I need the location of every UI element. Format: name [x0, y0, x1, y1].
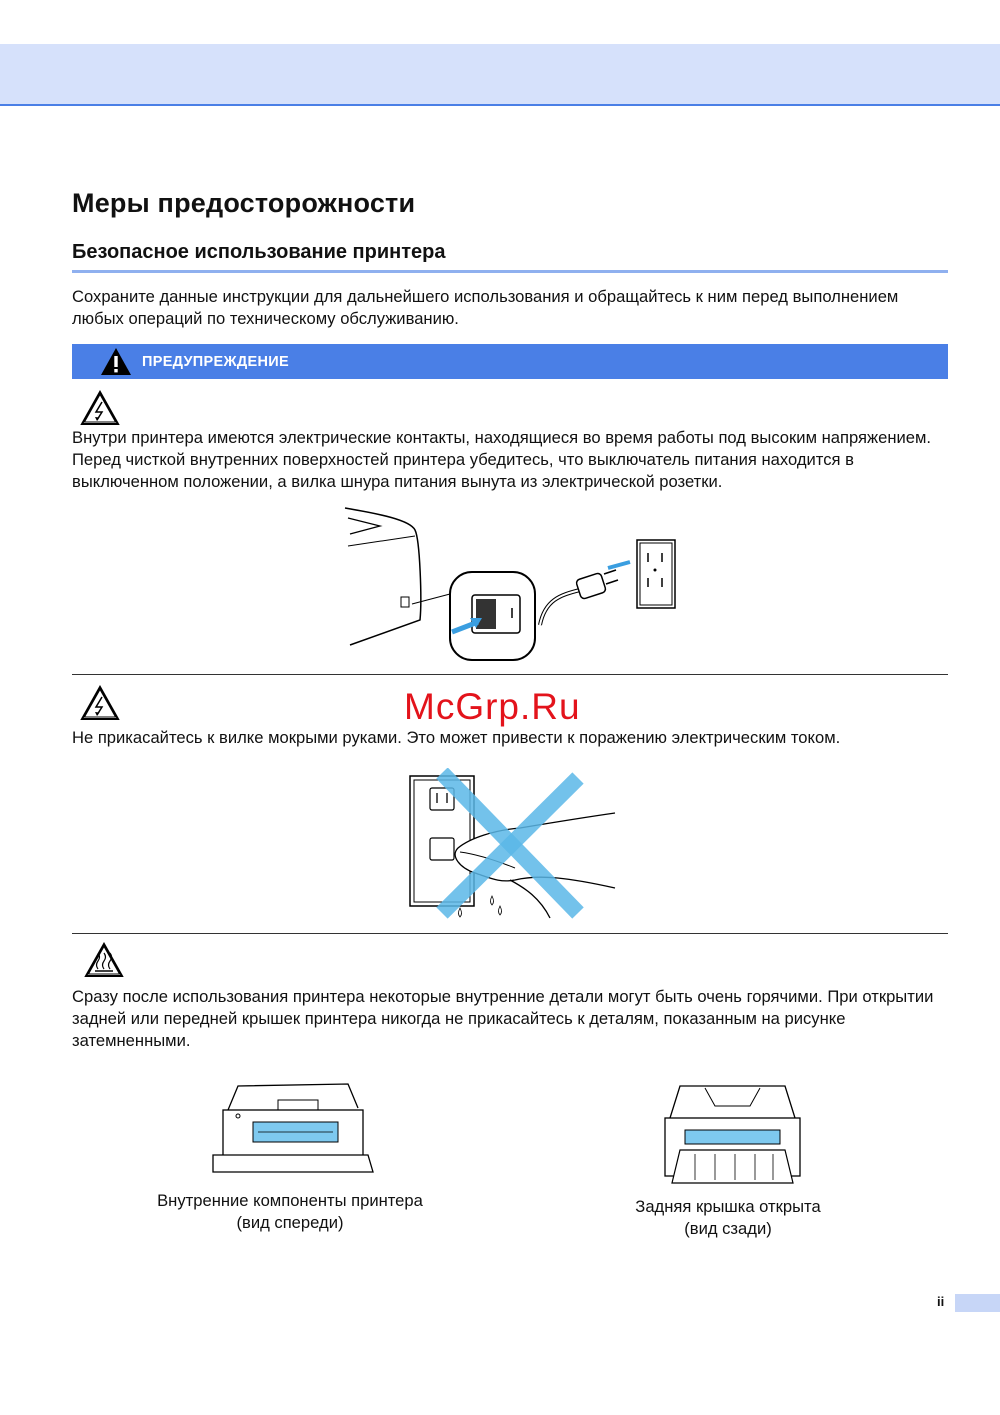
caption-front-line1: Внутренние компоненты принтера — [157, 1191, 423, 1210]
caption-back-line2: (вид сзади) — [684, 1219, 772, 1238]
warning-label: ПРЕДУПРЕЖДЕНИЕ — [142, 354, 289, 370]
section-title: Безопасное использование принтера — [72, 241, 446, 263]
divider — [72, 674, 948, 675]
warning2-text: Не прикасайтесь к вилке мокрыми руками. Это может привести к поражению электрическим током. — [72, 728, 841, 747]
wet-hand-illustration — [400, 768, 620, 923]
page-title: Меры предосторожности — [72, 188, 416, 218]
caption-back-line1: Задняя крышка открыта — [635, 1197, 821, 1216]
watermark: McGrp.Ru — [404, 686, 581, 727]
page-number: ii — [937, 1294, 945, 1309]
printer-front-illustration — [208, 1080, 378, 1180]
warning1-text: Внутри принтера имеются электрические контакты, находящиеся во время работы под высоким напряжением. Перед чисткой внутренних поверхностей принтера убедитесь, что выключатель питания находится в выключенном положении, а вилка шнура питания вынута из электрической розетки. — [72, 428, 932, 491]
caption-front — [140, 1190, 440, 1234]
intro-text: Сохраните данные инструкции для дальнейшего использования и обращайтесь к ним перед выполнением любых операций по техническому обслуживанию. — [72, 287, 899, 328]
power-switch-plug-illustration — [340, 500, 700, 665]
caption-back — [578, 1196, 878, 1240]
divider — [72, 933, 948, 934]
electric-shock-icon — [80, 390, 120, 426]
printer-back-illustration — [655, 1078, 810, 1188]
caption-front-line2: (вид спереди) — [236, 1213, 344, 1232]
page-tab — [955, 1294, 1000, 1312]
hot-surface-icon — [84, 942, 124, 978]
warning3-text: Сразу после использования принтера некоторые внутренние детали могут быть очень горячими. При открытии задней или передней крышек принтера никогда не прикасайтесь к деталям, показанным на рисунке затемненными. — [72, 987, 934, 1050]
header-band — [0, 44, 1000, 106]
section-underline — [72, 270, 948, 273]
electric-shock-icon — [80, 685, 120, 721]
warning-triangle-icon — [100, 347, 132, 376]
